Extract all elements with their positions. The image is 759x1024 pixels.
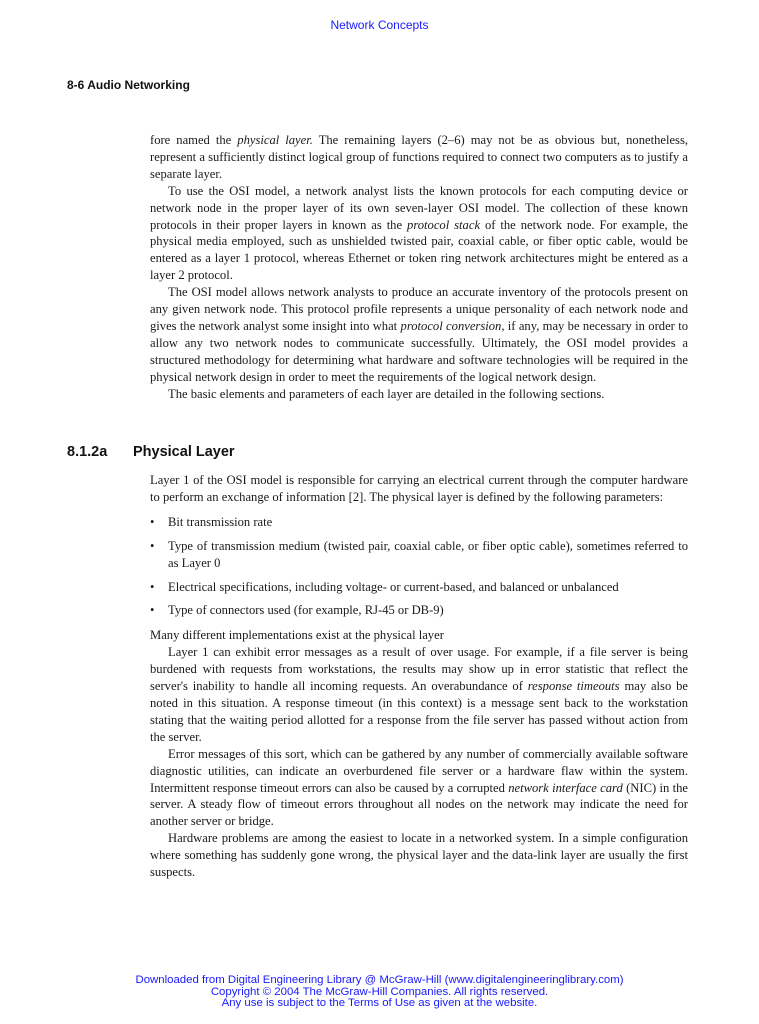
- section-number: 8.1.2a: [67, 444, 108, 460]
- footer-download-link[interactable]: Downloaded from Digital Engineering Library @ McGraw-Hill (www.digitalengineeringlibrary.com): [135, 974, 624, 986]
- text-run: Layer 1 of the OSI model is responsible for carrying an electrical current through the computer hardware to perform an exchange of information [2]. The physical layer is defined by the following parameters:: [150, 473, 688, 504]
- footer-terms-link[interactable]: Any use is subject to the Terms of Use as given at the website.: [221, 997, 538, 1010]
- text-run: The basic elements and parameters of each layer are detailed in the following sections.: [168, 386, 605, 401]
- intro-paragraph-2: [150, 183, 688, 284]
- bullet-icon: •: [150, 538, 155, 553]
- bullet-icon: •: [150, 603, 155, 618]
- bullet-icon: •: [150, 514, 155, 529]
- list-item: [150, 579, 688, 596]
- text-run: Many different implementations exist at the physical layer: [150, 628, 444, 643]
- list-item-text: Type of transmission medium (twisted pair, coaxial cable, or fiber optic cable), sometimes referred to as Layer 0: [168, 538, 688, 570]
- physical-paragraph-1: [150, 472, 688, 506]
- text-run: if any, may be necessary in order to allow any two network nodes to communicate successfully. Ultimately, the OSI model provides a structured methodology for determining what hardware and software technologies will be required in the physical network design in order to meet the requirements of the logical network design.: [150, 318, 689, 384]
- text-run: fore named the: [150, 133, 238, 147]
- text-run: The remaining layers (2–6) may not be as obvious but, nonetheless, represent a sufficiently distinct logical group of functions required to connect two computers as to justify a separate layer.: [150, 133, 689, 181]
- section-title: Physical Layer: [133, 444, 235, 460]
- footer-notice: [0, 975, 759, 1010]
- text-run: of the network node. For example, the physical media employed, such as unshielded twisted pair, coaxial cable, or fiber optic cable, would be entered as a layer 1 protocol, whereas Ethernet or token ring network architectures might be entered as a layer 2 protocol.: [150, 217, 688, 283]
- parameter-list: [150, 514, 688, 620]
- list-item: [150, 514, 688, 531]
- list-item-text: Bit transmission rate: [168, 514, 273, 529]
- list-item-text: Electrical specifications, including voltage- or current-based, and balanced or unbalanced: [168, 579, 619, 594]
- physical-paragraph-4: [150, 746, 688, 831]
- intro-paragraph-4: [150, 386, 688, 403]
- bullet-icon: •: [150, 579, 155, 594]
- running-head: 8-6 Audio Networking: [67, 78, 190, 92]
- section-heading: [67, 444, 667, 460]
- list-item: [150, 538, 688, 572]
- physical-paragraph-2: [150, 627, 688, 644]
- text-run: (NIC) in the server. A steady flow of timeout errors throughout all nodes on the network may indicate the need for another server or bridge.: [150, 780, 689, 829]
- emphasized-term: response timeouts: [527, 679, 620, 694]
- footer-copyright: Copyright © 2004 The McGraw-Hill Companies. All rights reserved.: [210, 985, 549, 998]
- text-run: Layer 1 can exhibit error messages as a result of over usage. For example, if a file server is being burdened with requests from workstations, the results may show up in error statistic that reflect the server's inability to handle all incoming requests. An overabundance of: [150, 645, 688, 694]
- physical-layer-text-block: [150, 472, 688, 881]
- physical-paragraph-5: [150, 830, 688, 881]
- text-run: Error messages of this sort, which can be gathered by any number of commercially available software diagnostic utilities, can indicate an overburdened file server or a hardware flaw within the system. Intermittent response timeout errors can also be caused by a corrupted: [150, 746, 688, 795]
- physical-paragraph-3: [150, 644, 688, 745]
- emphasized-term: physical layer.: [237, 133, 313, 147]
- top-chapter-link[interactable]: Network Concepts: [330, 18, 429, 32]
- text-run: Hardware problems are among the easiest to locate in a networked system. In a simple configuration where something has suddenly gone wrong, the physical layer and the data-link layer are usually the first suspects.: [150, 831, 688, 880]
- intro-paragraph-1: [150, 132, 688, 183]
- intro-text-block: [150, 132, 688, 403]
- text-run: To use the OSI model, a network analyst lists the known protocols for each computing device or network node in the proper layer of its own seven-layer OSI model. The collection of these known protocols in their proper layers in known as the: [150, 183, 688, 232]
- list-item: [150, 602, 688, 619]
- emphasized-term: network interface card: [508, 780, 623, 795]
- list-item-text: Type of connectors used (for example, RJ-45 or DB-9): [168, 603, 444, 618]
- intro-paragraph-3: [150, 284, 688, 385]
- text-run: may also be noted in this situation. A response timeout (in this context) is a message sent back to the workstation stating that the waiting period allotted for a response from the file server has passed without action from the server.: [150, 679, 688, 744]
- text-run: The OSI model allows network analysts to produce an accurate inventory of the protocols present on any given network node. This protocol profile represents a unique personality of each network node and gives the network analyst some insight into what: [150, 285, 688, 333]
- emphasized-term: protocol stack: [407, 217, 481, 232]
- emphasized-term: protocol conversion,: [400, 318, 505, 333]
